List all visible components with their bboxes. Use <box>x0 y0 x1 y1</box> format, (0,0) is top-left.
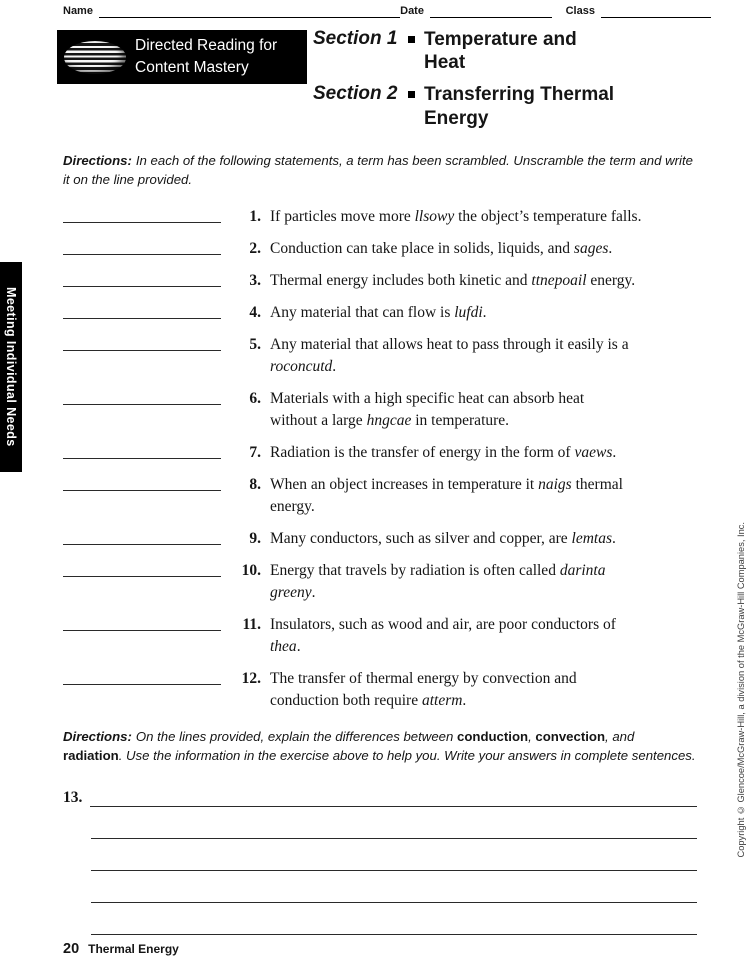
question-number: 12. <box>241 670 261 687</box>
question-text: The transfer of thermal energy by convection and conduction both require atterm. <box>270 670 577 709</box>
section-title-line: Heat <box>424 52 466 74</box>
side-tab-label: Meeting Individual Needs <box>4 287 18 447</box>
answer-blank <box>63 206 221 223</box>
question-number: 7. <box>249 444 261 461</box>
answer-blank <box>63 270 221 287</box>
question-number: 5. <box>249 336 261 353</box>
section-title-line: Energy <box>424 107 489 129</box>
name-blank-line <box>99 4 400 18</box>
question-row <box>63 270 697 292</box>
answer-blank <box>91 839 697 871</box>
question-row <box>63 474 697 518</box>
answer-blank <box>91 807 697 839</box>
question-13-block <box>63 788 697 935</box>
class-label: Class <box>565 5 595 17</box>
question-text: When an object increases in temperature it naigs thermal energy. <box>270 476 623 515</box>
answer-blank <box>63 668 221 685</box>
section-heading <box>313 83 713 129</box>
question-13-row <box>63 788 697 807</box>
answer-blank <box>90 788 697 807</box>
answer-blank <box>63 614 221 631</box>
section-title <box>424 28 713 74</box>
striped-globe-icon <box>64 41 126 74</box>
question-row <box>63 560 697 604</box>
square-bullet-icon <box>408 36 415 43</box>
question-number: 4. <box>249 304 261 321</box>
question-text: Any material that can flow is lufdi. <box>270 304 487 321</box>
section-label: Section 2 <box>313 83 398 105</box>
question-number: 13. <box>63 789 83 806</box>
question-text: Insulators, such as wood and air, are poor conductors of thea. <box>270 616 616 655</box>
question-row <box>63 206 697 228</box>
answer-blank-lines <box>63 807 697 935</box>
section-title <box>424 83 713 129</box>
directions-text: In each of the following statements, a term has been scrambled. Unscramble the term and write it on the line provided. <box>63 153 693 187</box>
banner-title-line1: Directed Reading for <box>135 36 278 54</box>
square-bullet-icon <box>408 91 415 98</box>
question-text: Conduction can take place in solids, liquids, and sages. <box>270 240 613 257</box>
answer-blank <box>63 302 221 319</box>
section-title-line: Transferring Thermal <box>424 84 615 106</box>
question-row <box>63 614 697 658</box>
directions-paragraph-1 <box>63 152 697 189</box>
directions-label: Directions: <box>63 729 132 744</box>
date-label: Date <box>400 5 424 17</box>
question-text: If particles move more llsowy the object’s temperature falls. <box>270 208 642 225</box>
date-blank-line <box>430 4 552 18</box>
answer-blank <box>63 238 221 255</box>
question-text: Radiation is the transfer of energy in the form of vaews. <box>270 444 617 461</box>
student-id-row <box>63 4 711 18</box>
question-number: 10. <box>241 562 261 579</box>
section-heading <box>313 28 713 74</box>
directions-label: Directions: <box>63 153 132 168</box>
question-row <box>63 442 697 464</box>
directions2-text: On the lines provided, explain the differences between conduction, convection, and radiation. Use the information in the exercise above to help you. Write your answers in complete sentences. <box>63 729 696 763</box>
question-number: 9. <box>249 530 261 547</box>
class-blank-line <box>601 4 711 18</box>
section-headings <box>313 28 713 139</box>
page-number: 20 <box>63 941 80 957</box>
question-row <box>63 388 697 432</box>
answer-blank <box>63 474 221 491</box>
question-row <box>63 668 697 712</box>
question-row <box>63 302 697 324</box>
answer-blank <box>63 560 221 577</box>
answer-blank <box>63 442 221 459</box>
book-title: Thermal Energy <box>88 942 179 956</box>
directed-reading-banner <box>57 30 307 84</box>
questions-list <box>63 206 697 722</box>
banner-title-line2: Content Mastery <box>135 59 249 76</box>
question-row <box>63 334 697 378</box>
answer-blank <box>63 528 221 545</box>
answer-blank <box>91 903 697 935</box>
question-number: 6. <box>249 390 261 407</box>
directions-paragraph-2 <box>63 728 697 765</box>
meeting-individual-needs-tab <box>0 262 22 472</box>
copyright-text: Copyright © Glencoe/McGraw-Hill, a division of the McGraw-Hill Companies, Inc. <box>736 522 746 858</box>
question-number: 8. <box>249 476 261 493</box>
question-text: Many conductors, such as silver and copper, are lemtas. <box>270 530 616 547</box>
question-row <box>63 528 697 550</box>
question-text: Any material that allows heat to pass through it easily is a roconcutd. <box>270 336 629 375</box>
section-title-line: Temperature and <box>424 29 577 50</box>
answer-blank <box>63 334 221 351</box>
answer-blank <box>91 871 697 903</box>
question-row <box>63 238 697 260</box>
section-label: Section 1 <box>313 28 398 49</box>
question-number: 2. <box>249 240 261 257</box>
page-footer <box>63 941 179 957</box>
question-text: Materials with a high specific heat can absorb heat without a large hngcae in temperature. <box>270 390 585 429</box>
question-text: Energy that travels by radiation is often called darinta greeny. <box>270 562 606 601</box>
banner-title <box>135 35 277 80</box>
question-text: Thermal energy includes both kinetic and ttnepoail energy. <box>270 272 636 289</box>
name-label: Name <box>63 5 93 17</box>
copyright-notice <box>734 522 748 858</box>
question-number: 3. <box>249 272 261 289</box>
question-number: 1. <box>249 208 261 225</box>
question-number: 11. <box>242 616 261 633</box>
answer-blank <box>63 388 221 405</box>
